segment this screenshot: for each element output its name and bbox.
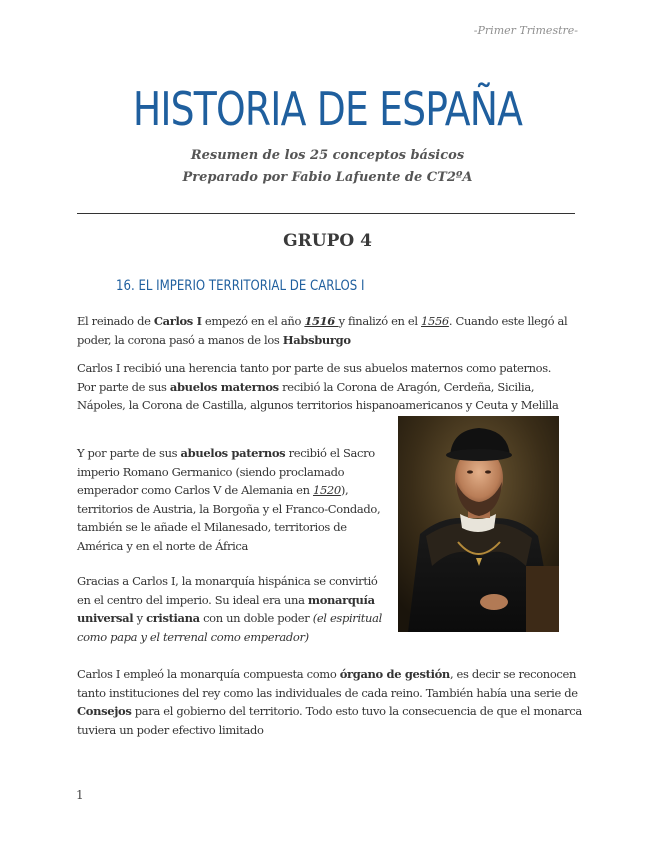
header-note: -Primer Trimestre- <box>473 24 578 37</box>
year-start: 1516 <box>304 314 339 328</box>
year-end: 1556 <box>421 314 449 328</box>
group-heading: GRUPO 4 <box>283 231 372 251</box>
paragraph-reign: El reinado de Carlos I empezó en el año 1516 y finalizó en el 1556. Cuando este llegó al poder, la corona pasó a manos de los Habsburgo <box>77 314 568 347</box>
paragraph-maternal-inheritance: Carlos I recibió una herencia tanto por parte de sus abuelos maternos como paternos. Por parte de sus abuelos maternos recibió la Corona de Aragón, Cerdeña, Sicilia, Nápoles, la Corona de Castilla, algunos territorios hispanoamericanos y Ceuta y Melilla <box>77 361 559 412</box>
year-proclaimed: 1520 <box>312 483 341 497</box>
paragraph-composite-monarchy: Carlos I empleó la monarquía compuesta como órgano de gestión, es decir se reconocen tanto instituciones del rey como las individuales de cada reino. También había una serie de Consejos para el gobierno del territorio. Todo esto tuvo la consecuencia de que el monarca tuviera un poder efectivo limitado <box>77 667 582 737</box>
paragraph-monarchy-ideal: Gracias a Carlos I, la monarquía hispánica se convirtió en el centro del imperio. Su ideal era una monarquía universal y cristiana con un doble poder (el espiritual como papa y el terrenal como emperador) <box>77 574 382 644</box>
page-title: HISTORIA DE ESPAÑA <box>132 82 523 136</box>
paragraph-paternal-inheritance: Y por parte de sus abuelos paternos recibió el Sacro imperio Romano Germanico (siendo proclamado emperador como Carlos V de Alemania en 1520), territorios de Austria, la Borgoña y el Franco-Condado, también se le añade el Milanesado, territorios de América y en el norte de África <box>77 446 381 553</box>
subtitle-line-1: Resumen de los 25 conceptos básicos <box>190 148 465 163</box>
portrait-illustration <box>398 416 559 632</box>
subtitle-line-2: Preparado por Fabio Lafuente de CT2ºA <box>182 170 473 185</box>
divider-rule <box>77 213 575 214</box>
page-number: 1 <box>76 788 84 802</box>
portrait-image <box>398 416 559 632</box>
section-heading: 16. EL IMPERIO TERRITORIAL DE CARLOS I <box>116 278 365 294</box>
